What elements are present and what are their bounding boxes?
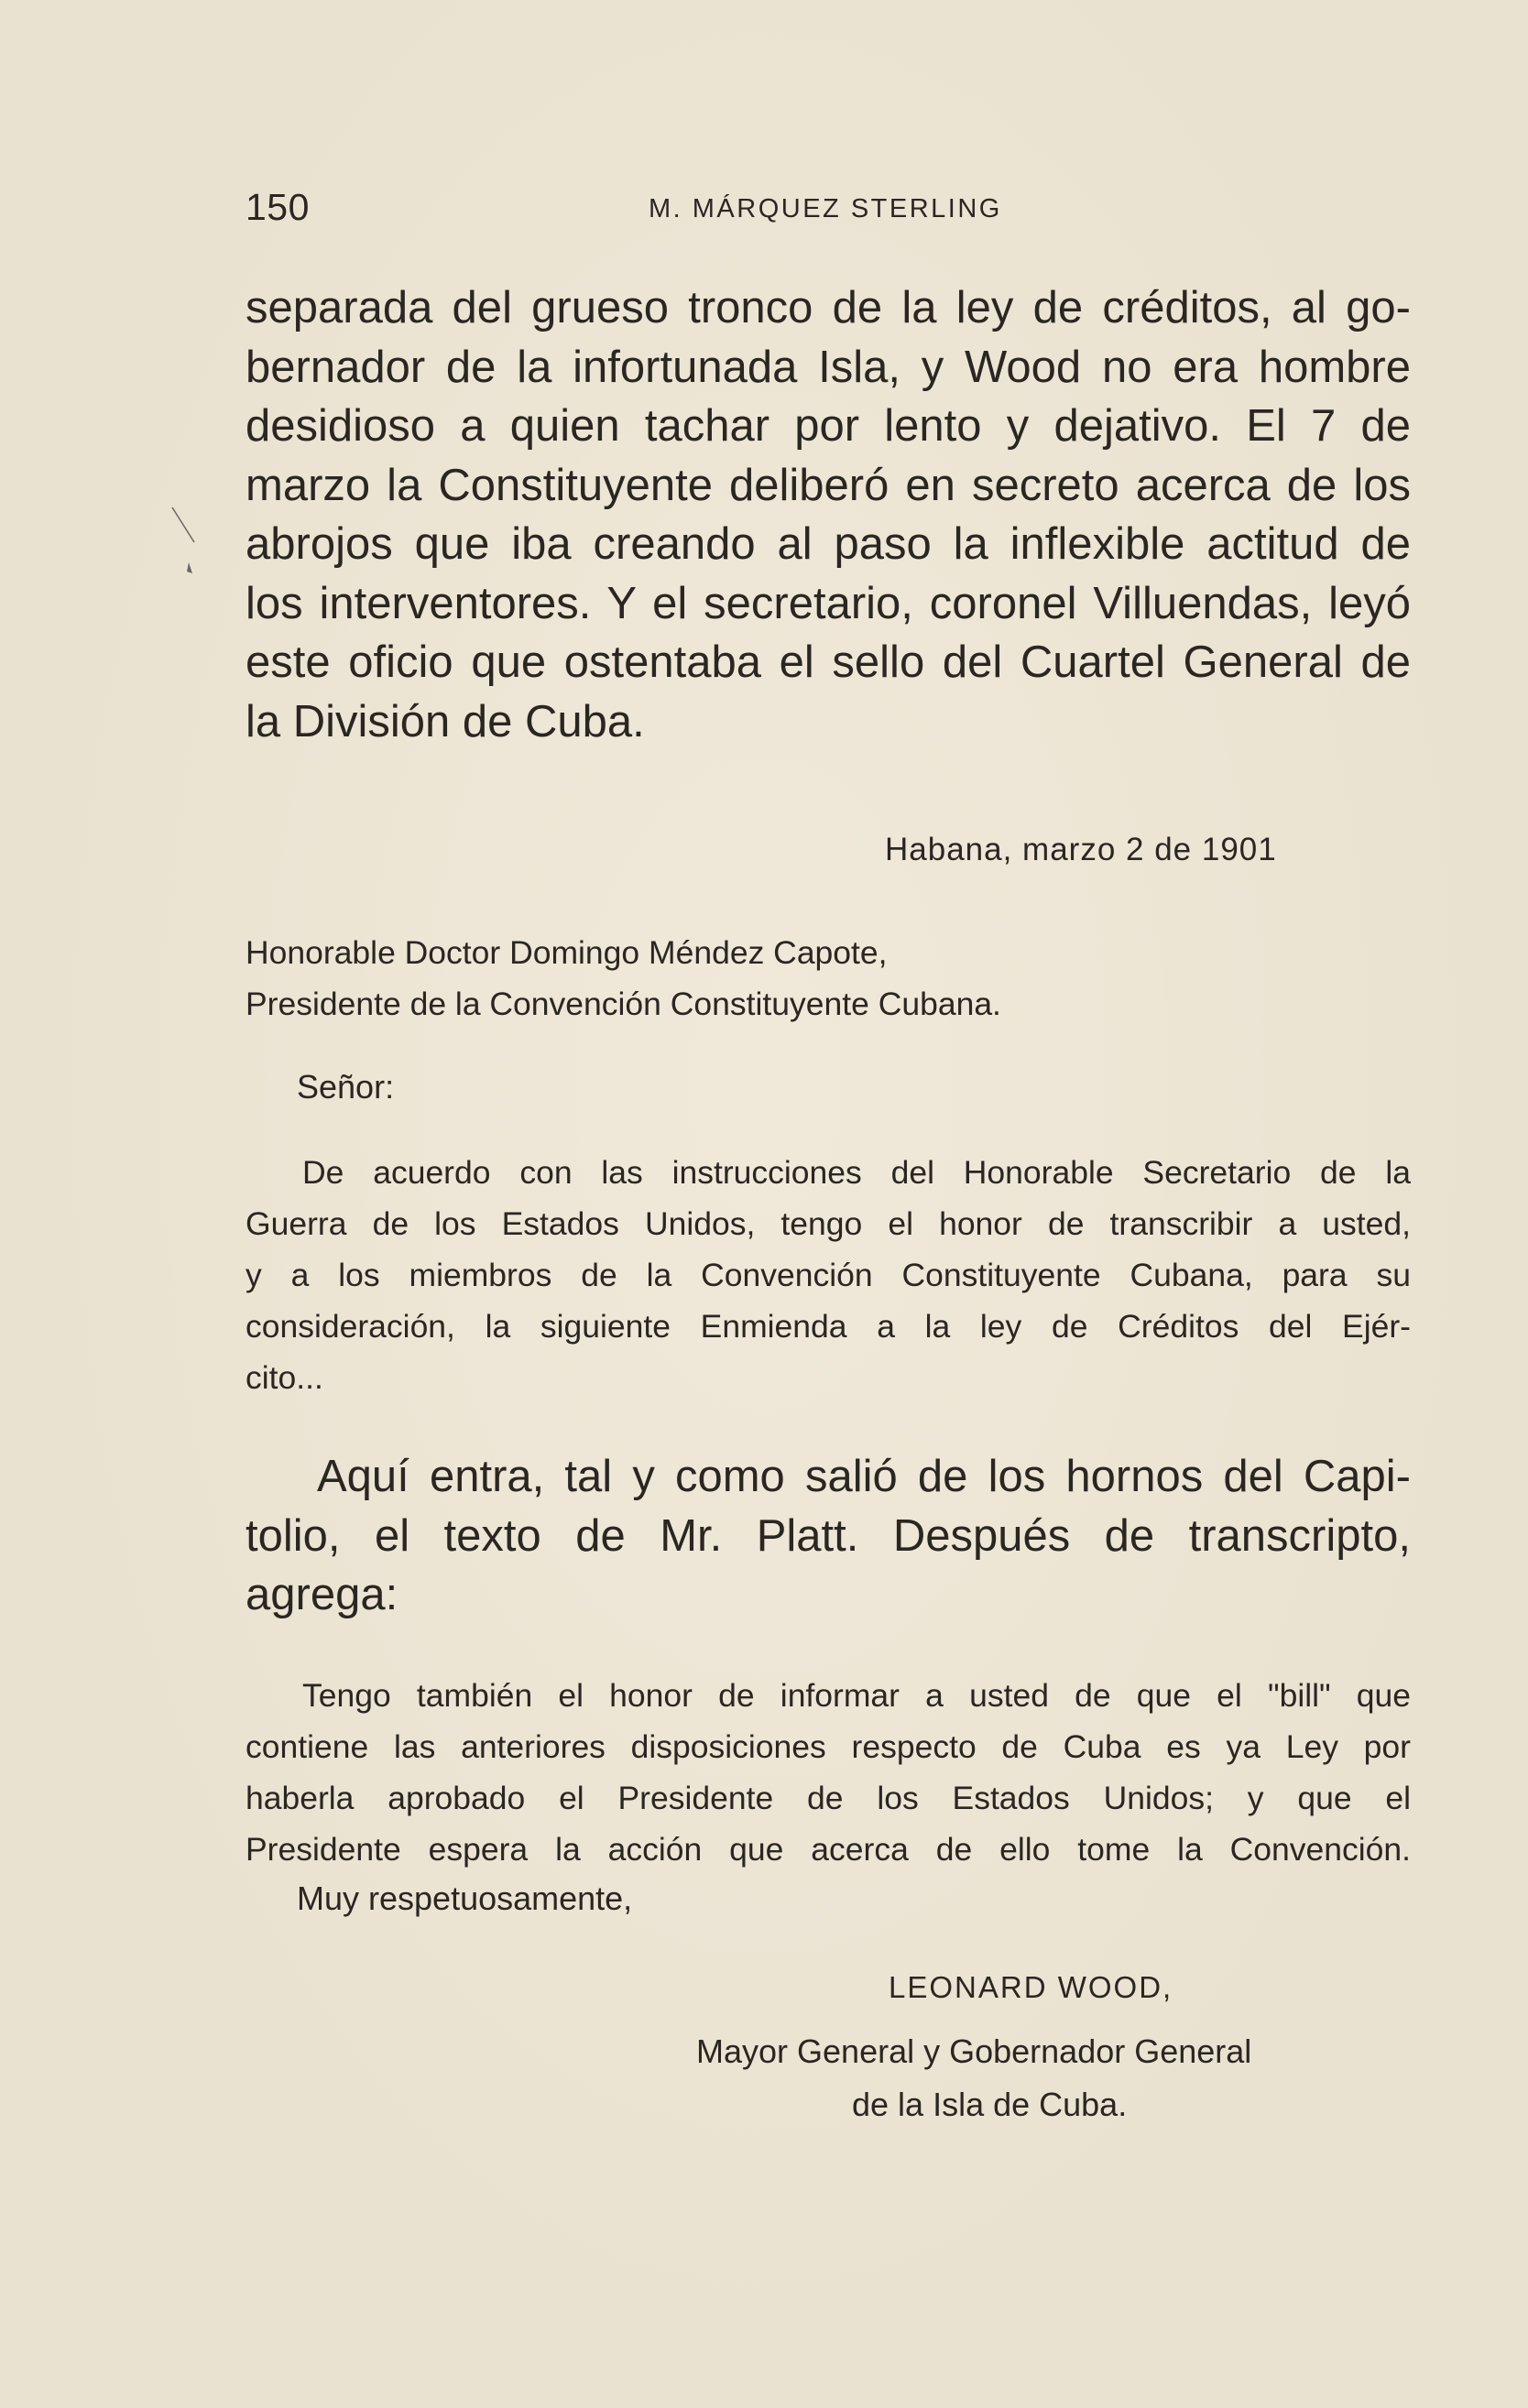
letter-line: Presidente espera la acción que acerca de ello tome la Convención. — [246, 1831, 1411, 1868]
letter-closing: Muy respetuosamente, — [297, 1880, 633, 1917]
paragraph-1 — [246, 278, 1411, 751]
letter-date: Habana, marzo 2 de 1901 — [885, 832, 1277, 867]
letter-line: haberla aprobado el Presidente de los Estados Unidos; y que el — [246, 1780, 1411, 1816]
letter-line: Guerra de los Estados Unidos, tengo el honor de transcribir a usted, — [246, 1205, 1411, 1242]
letter-line: De acuerdo con las instrucciones del Honorable Secretario de la — [302, 1154, 1411, 1191]
letter-salutation: Señor: — [297, 1068, 395, 1106]
letter-line: contiene las anteriores disposiciones respecto de Cuba es ya Ley por — [246, 1728, 1411, 1765]
text-line: la División de Cuba. — [246, 696, 645, 746]
text-line: marzo la Constituyente deliberó en secreto acerca de los — [246, 460, 1411, 510]
text-line: abrojos que iba creando al paso la inflexible actitud de — [246, 519, 1411, 569]
text-line: bernador de la infortunada Isla, y Wood no era hombre — [246, 342, 1411, 392]
pencil-margin-mark — [170, 506, 207, 588]
text-line: este oficio que ostentaba el sello del Cuartel General de — [246, 637, 1411, 687]
signature-title-2: de la Isla de Cuba. — [852, 2086, 1128, 2123]
addressee-line: Presidente de la Convención Constituyente Cubana. — [246, 986, 1001, 1022]
letter-addressee — [246, 927, 1162, 1030]
letter-line: Tengo también el honor de informar a usted de que el "bill" que — [302, 1677, 1411, 1714]
text-line: tolio, el texto de Mr. Platt. Después de transcripto, — [246, 1510, 1411, 1561]
text-line: separada del grueso tronco de la ley de créditos, al go- — [246, 283, 1411, 332]
signature-name: LEONARD WOOD, — [889, 1970, 1173, 2004]
text-line: Aquí entra, tal y como salió de los hornos del Capi- — [317, 1452, 1411, 1501]
page-number: 150 — [246, 186, 310, 228]
addressee-line: Honorable Doctor Domingo Méndez Capote, — [246, 934, 888, 971]
letter-line: consideración, la siguiente Enmienda a la ley de Créditos del Ejér- — [246, 1308, 1411, 1345]
letter-line: cito... — [246, 1359, 323, 1396]
letter-body — [246, 1147, 1411, 1403]
signature-title-1: Mayor General y Gobernador General — [696, 2032, 1252, 2070]
letter-line: y a los miembros de la Convención Constituyente Cubana, para su — [246, 1257, 1411, 1293]
text-line: agrega: — [246, 1570, 398, 1619]
text-line: los interventores. Y el secretario, coronel Villuendas, leyó — [246, 578, 1411, 628]
running-title: M. MÁRQUEZ STERLING — [649, 194, 1002, 223]
text-line: desidioso a quien tachar por lento y dejativo. El 7 de — [246, 401, 1411, 451]
letter-closing-body — [246, 1670, 1411, 1875]
running-head — [246, 185, 1418, 229]
paragraph-2 — [246, 1447, 1411, 1625]
